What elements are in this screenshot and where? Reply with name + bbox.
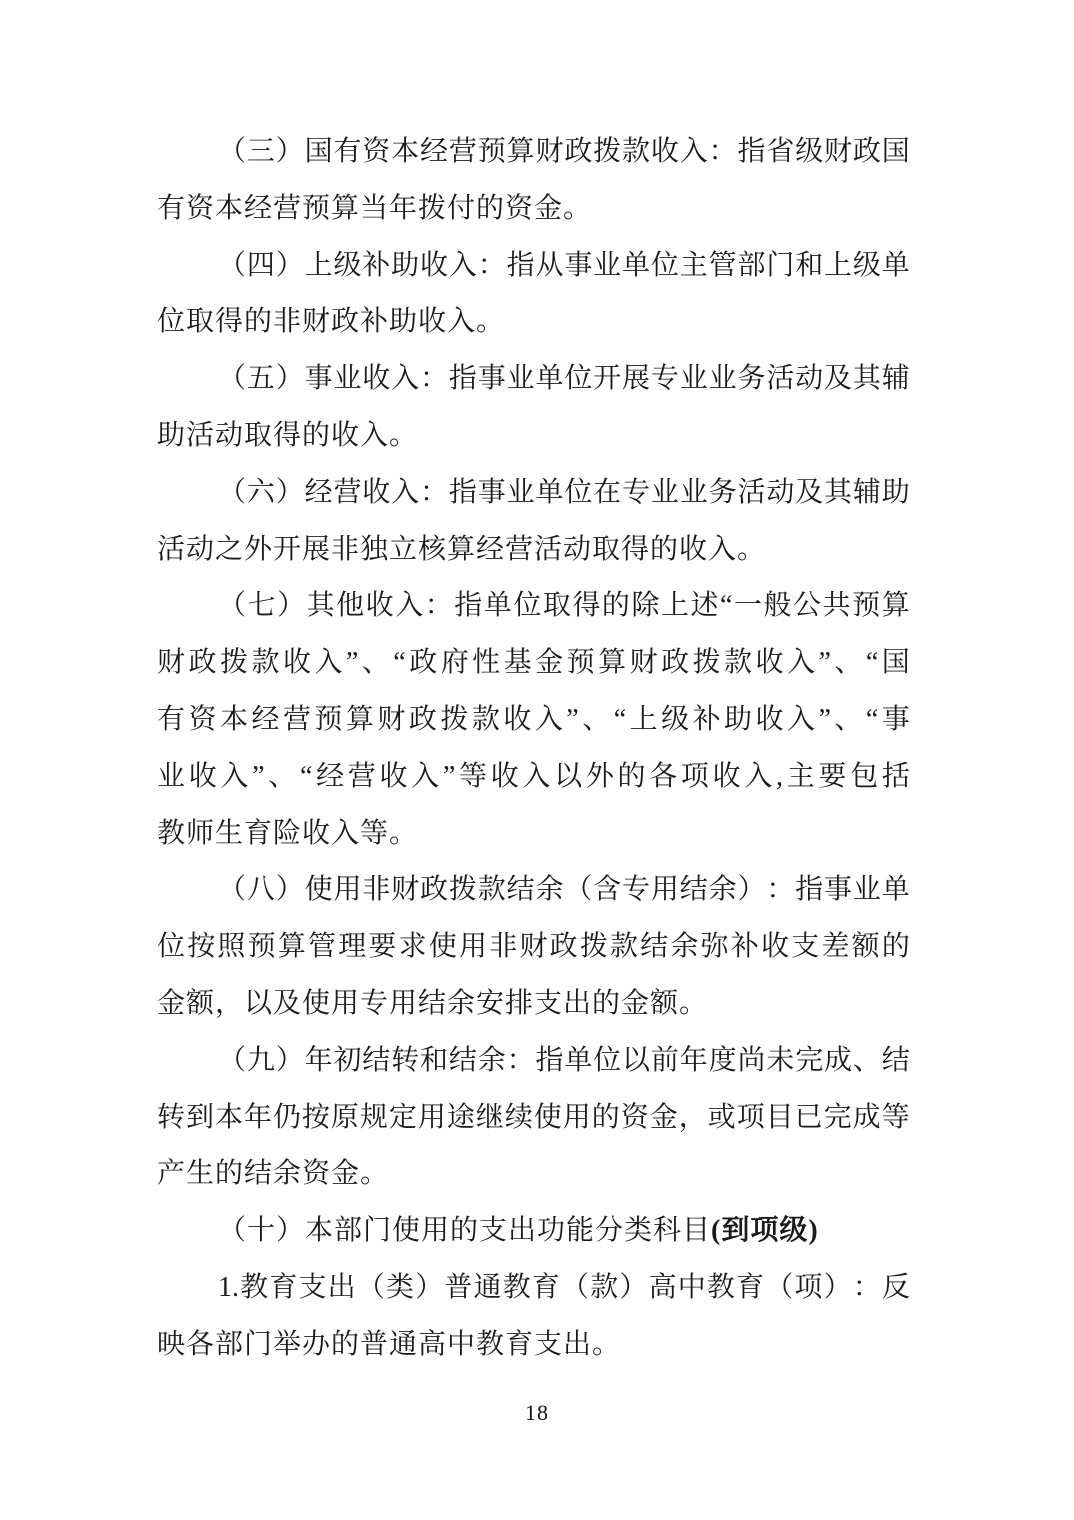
paragraph: [157, 124, 910, 238]
text-line: （ 四 ） 上 级 补 助 收 入 ： 指 从 事 业 单 位 主 管 部 门 和 上 级 单: [218, 249, 910, 281]
paragraph: [157, 578, 910, 862]
text-line: 位取得的非财政补助收入。: [157, 306, 506, 338]
text-line: 业 收 入 ” 、 “ 经 营 收 入 ” 等 收 入 以 外 的 各 项 收 入 , 主 要 包 括: [157, 760, 910, 792]
text-line: 活动之外开展非独立核算经营活动取得的收入。: [157, 533, 767, 565]
text-line: （ 七 ） 其 他 收 入 ： 指 单 位 取 得 的 除 上 述 “ 一 般 公 共 预 算: [218, 590, 910, 622]
text-line: 有 资 本 经 营 预 算 财 政 拨 款 收 入 ” 、 “ 上 级 补 助 收 入 ” 、 “ 事: [157, 703, 910, 735]
paragraph: [157, 862, 910, 1032]
text-line: （ 五 ） 事 业 收 入 ： 指 事 业 单 位 开 展 专 业 业 务 活 动 及 其 辅: [218, 363, 910, 395]
paragraph: [157, 1033, 910, 1203]
text-line: （ 三 ） 国 有 资 本 经 营 预 算 财 政 拨 款 收 入 ： 指 省 级 财 政 国: [218, 136, 910, 167]
text-line: 财 政 拨 款 收 入 ” 、 “ 政 府 性 基 金 预 算 财 政 拨 款 收 入 ” 、 “ 国: [157, 647, 910, 679]
text-line: 1. 教 育 支 出 （ 类 ） 普 通 教 育 （ 款 ） 高 中 教 育 （ 项 ） ： 反: [218, 1271, 910, 1303]
paragraph: [157, 351, 910, 465]
text-line: （ 六 ） 经 营 收 入 ： 指 事 业 单 位 在 专 业 业 务 活 动 及 其 辅 助: [218, 476, 910, 508]
text-line: 位 按 照 预 算 管 理 要 求 使 用 非 财 政 拨 款 结 余 弥 补 收 支 差 额 的: [157, 931, 910, 963]
body-text: [157, 124, 910, 1374]
paragraph: [157, 238, 910, 352]
paragraph: [157, 1203, 910, 1260]
text-line: 映各部门举办的普通高中教育支出。: [157, 1328, 622, 1360]
text-line: （十）本部门使用的支出功能分类科目(到项级): [218, 1215, 819, 1247]
text-line: （ 八 ） 使 用 非 财 政 拨 款 结 余 （ 含 专 用 结 余 ） ： 指 事 业 单: [218, 874, 910, 906]
text-line: 产生的结余资金。: [157, 1158, 390, 1190]
text-line: 助活动取得的收入。: [157, 419, 419, 451]
text-line: 金额，以及使用专用结余安排支出的金额。: [157, 987, 709, 1019]
text-line: 教师生育险收入等。: [157, 817, 419, 849]
paragraph: [157, 1260, 910, 1374]
text-line: 转 到 本 年 仍 按 原 规 定 用 途 继 续 使 用 的 资 金 ， 或 项 目 已 完 成 等: [157, 1101, 910, 1133]
text-line: （ 九 ） 年 初 结 转 和 结 余 ： 指 单 位 以 前 年 度 尚 未 完 成 、 结: [218, 1044, 910, 1076]
page-number: 18: [525, 1400, 549, 1425]
paragraph: [157, 465, 910, 579]
text-line: 有资本经营预算当年拨付的资金。: [157, 192, 593, 224]
